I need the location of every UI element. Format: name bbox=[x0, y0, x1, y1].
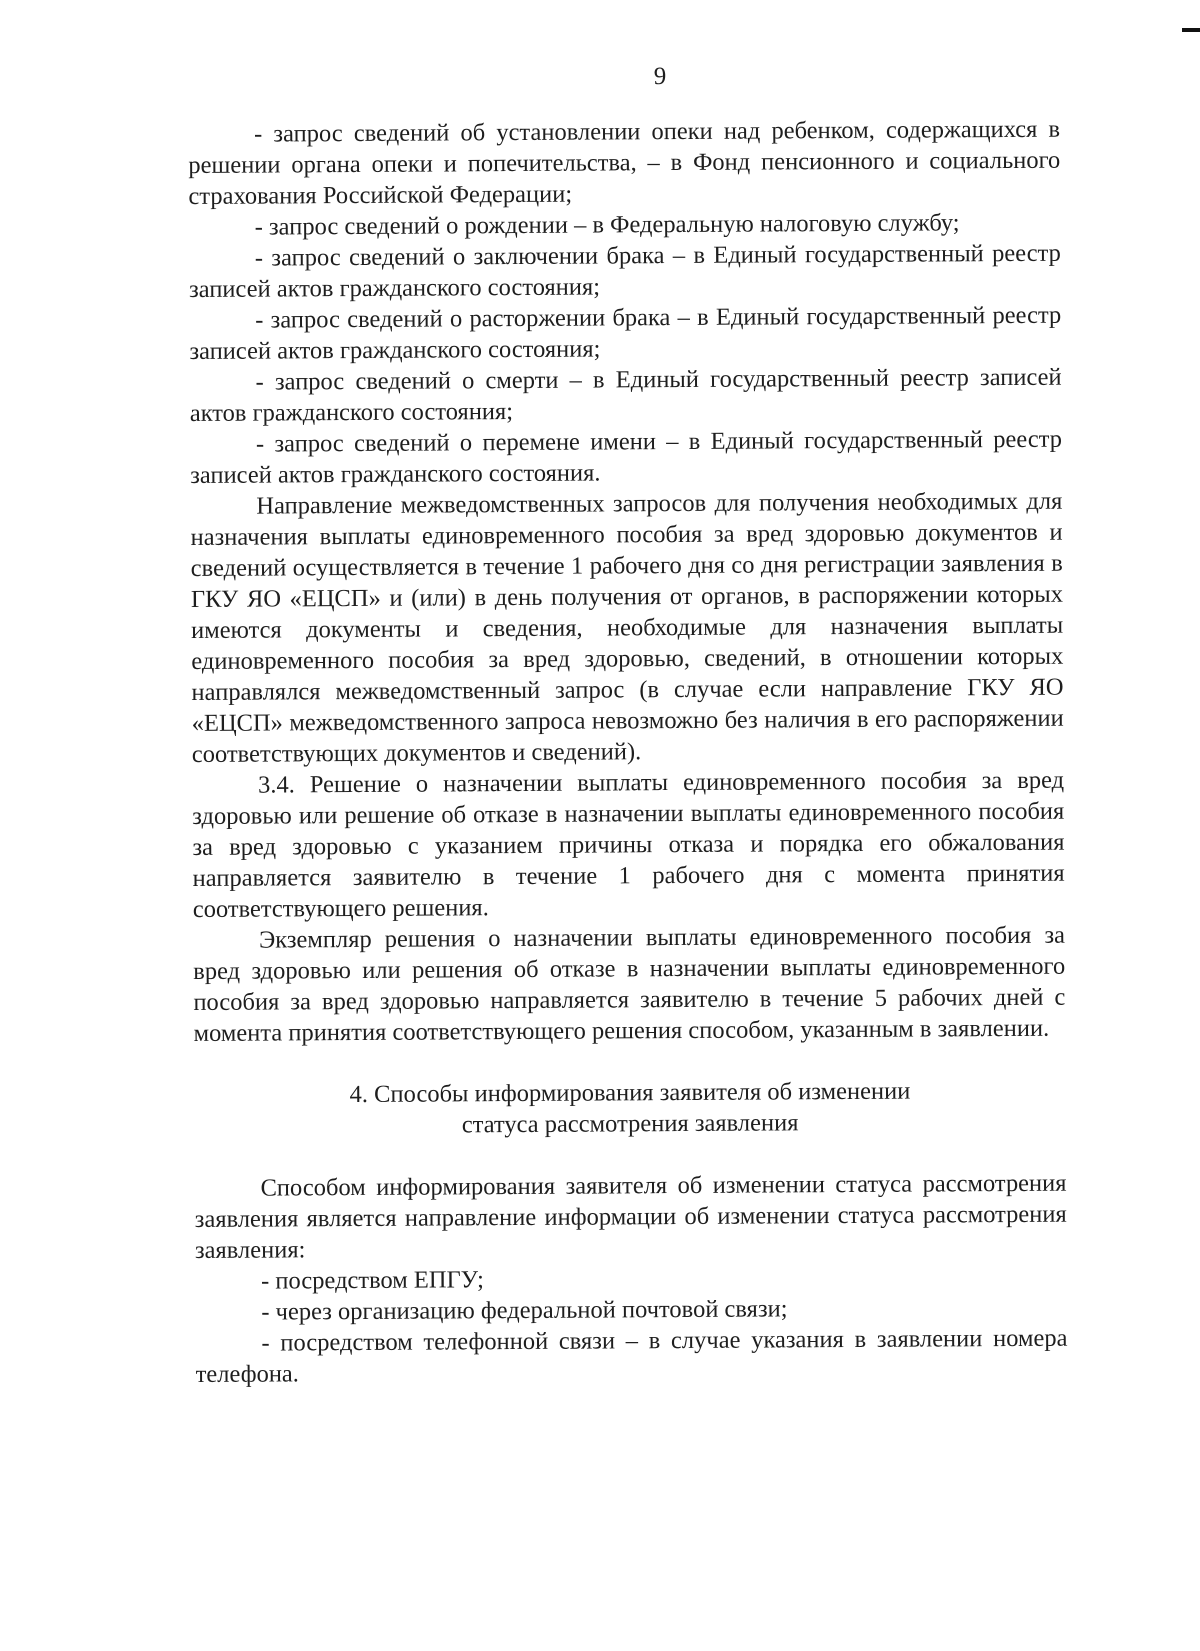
paragraph-marriage-request: - запрос сведений о заключении брака – в Единый государственный реестр записей актов гражданского состояния; bbox=[188, 239, 1061, 303]
list-item-phone: - посредством телефонной связи – в случае указания в заявлении номера телефона. bbox=[195, 1324, 1068, 1388]
paragraph-guardianship-request: - запрос сведений об установлении опеки над ребенком, содержащихся в решении органа опеки и попечительства, – в Фонд пенсионного и социального страхования Российской Федерации; bbox=[188, 115, 1061, 210]
section-heading bbox=[194, 1075, 1066, 1142]
paragraph-birth-request: - запрос сведений о рождении – в Федеральную налоговую службу; bbox=[254, 209, 960, 241]
paragraph-name-change-request: - запрос сведений о перемене имени – в Единый государственный реестр записей актов гражданского состояния. bbox=[190, 425, 1063, 489]
paragraph-decision-copy: Экземпляр решения о назначении выплаты единовременного пособия за вред здоровью или решения об отказе в назначении выплаты единовременного пособия за вред здоровью направляется заявителю в течение 5 рабочих дней с момента принятия соответствующего решения способом, указанным в заявлении. bbox=[193, 921, 1066, 1047]
list-item-postal: - через организацию федеральной почтовой связи; bbox=[261, 1295, 788, 1326]
paragraph-death-request: - запрос сведений о смерти – в Единый государственный реестр записей актов гражданского состояния; bbox=[189, 363, 1062, 427]
scan-edge-mark bbox=[1182, 28, 1200, 32]
paragraph-divorce-request: - запрос сведений о расторжении брака – в Единый государственный реестр записей актов гражданского состояния; bbox=[189, 301, 1062, 365]
list-item-epgu: - посредством ЕПГУ; bbox=[261, 1266, 485, 1295]
document-body bbox=[188, 114, 1068, 1390]
paragraph-3-4-decision: 3.4. Решение о назначении выплаты единовременного пособия за вред здоровью или решение об отказе в назначении выплаты единовременного пособия за вред здоровью с указанием причины отказа и порядка его обжалования направляется заявителю в течение 1 рабочего дня с момента принятия соответствующего решения. bbox=[192, 766, 1065, 923]
paragraph-informing-method: Способом информирования заявителя об изменении статуса рассмотрения заявления является направление информации об изменении статуса рассмотрения заявления: bbox=[194, 1169, 1067, 1264]
section-heading-line-1: 4. Способы информирования заявителя об изменении bbox=[349, 1077, 911, 1109]
page-number: 9 bbox=[653, 63, 667, 90]
paragraph-interagency-requests: Направление межведомственных запросов для получения необходимых для назначения выплаты единовременного пособия за вред здоровью документов и сведений осуществляется в течение 1 рабочего дня со дня регистрации заявления в ГКУ ЯО «ЕЦСП» и (или) в день получения от органов, в распоряжении которых имеются документы и сведения, необходимые для назначения выплаты единовременного пособия за вред здоровью, сведений, в отношении которых направлялся межведомственный запрос (в случае если направление ГКУ ЯО «ЕЦСП» межведомственного запроса невозможно без наличия в его распоряжении соответствующих документов и сведений). bbox=[190, 487, 1064, 768]
section-heading-line-2: статуса рассмотрения заявления bbox=[461, 1109, 799, 1139]
